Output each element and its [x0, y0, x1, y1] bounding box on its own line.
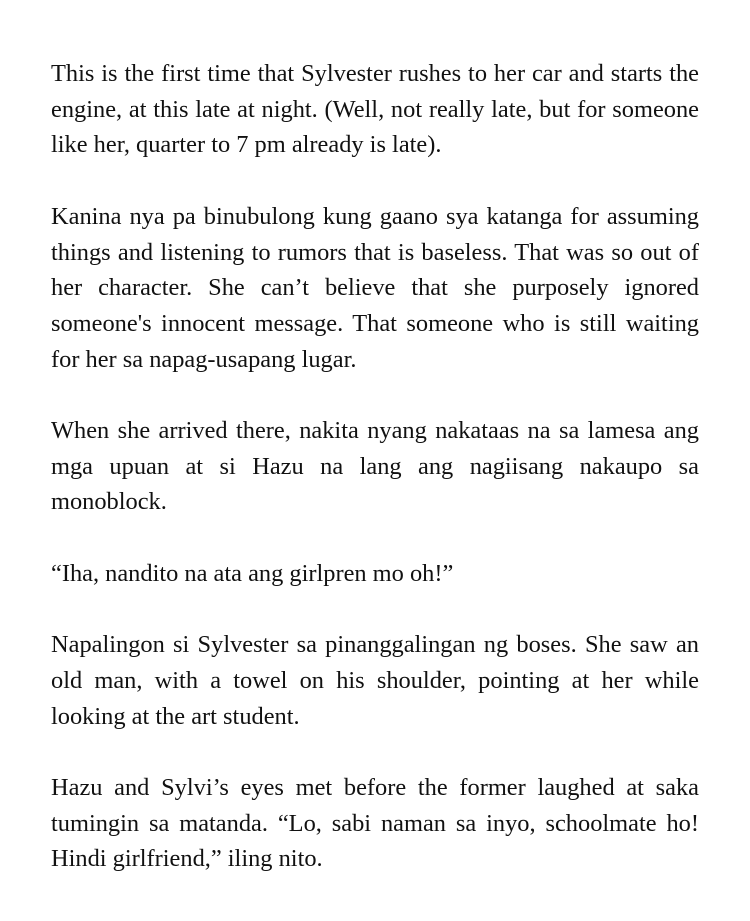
paragraph-2: Kanina nya pa binubulong kung gaano sya katanga for assuming things and listening to rumors that is baseless. That was so out of her character. She can’t believe that she purposely ignored someone's innocent message. That someone who is still waiting for her sa napag-usapang lugar. — [51, 202, 699, 373]
paragraph-5: Napalingon si Sylvester sa pinanggalingan ng boses. She saw an old man, with a towel on his shoulder, pointing at her while looking at the art student. — [51, 631, 699, 730]
paragraph-6: Hazu and Sylvi’s eyes met before the former laughed at saka tumingin sa matanda. “Lo, sabi naman sa inyo, schoolmate ho! Hindi girlfriend,” iling nito. — [51, 773, 699, 873]
paragraph-1: This is the first time that Sylvester rushes to her car and starts the engine, at this late at night. (Well, not really late, but for someone like her, quarter to 7 pm already is late). — [51, 60, 699, 159]
paragraph-4: “Iha, nandito na ata ang girlpren mo oh!” — [51, 559, 454, 587]
story-text — [51, 56, 699, 913]
paragraph-3: When she arrived there, nakita nyang nakataas na sa lamesa ang mga upuan at si Hazu na lang ang nagiisang nakaupo sa monoblock. — [51, 417, 699, 516]
